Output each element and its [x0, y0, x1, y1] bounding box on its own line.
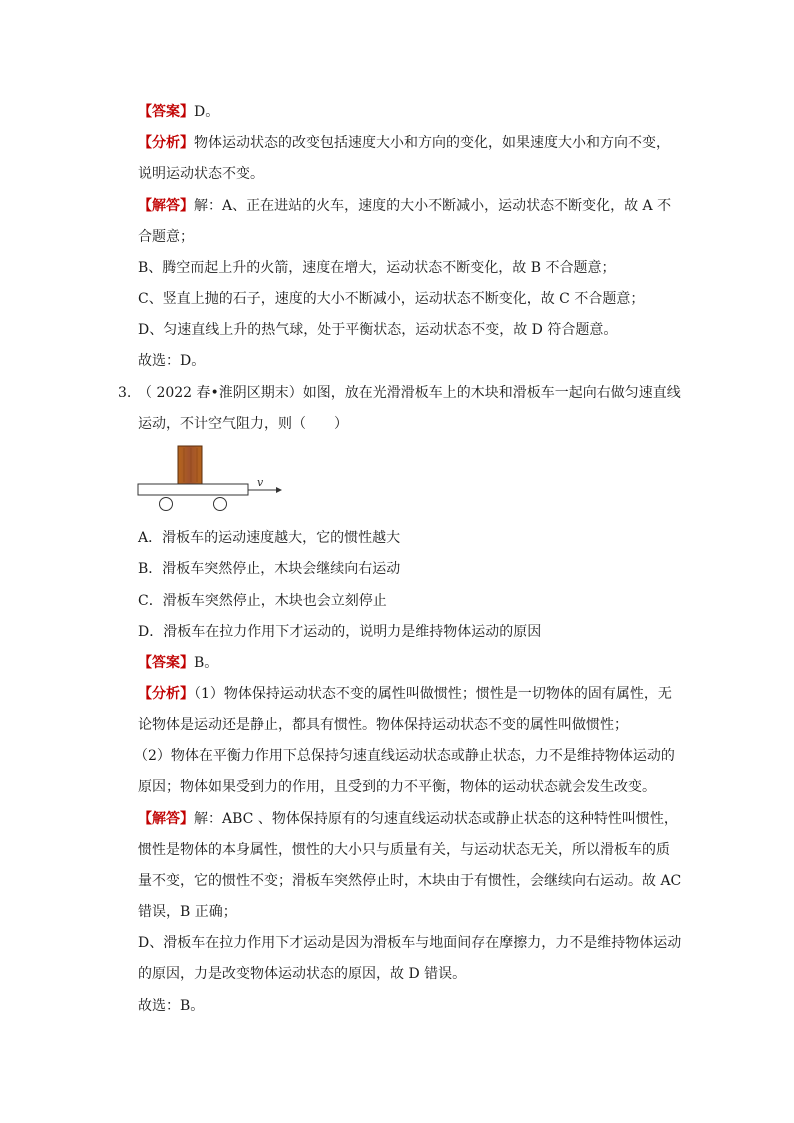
q3-solution-line-6: 的原因，力是改变物体运动状态的原因，故 D 错误。 — [138, 966, 467, 982]
wheel-right — [214, 498, 227, 511]
analysis-text: 物体运动状态的改变包括速度大小和方向的变化，如果速度大小和方向不变， — [194, 135, 670, 151]
q3-analysis-line-4: 原因；物体如果受到力的作用，且受到的力不平衡，物体的运动状态就会发生改变。 — [138, 779, 656, 795]
analysis-text: （1）物体保持运动状态不变的属性叫做惯性；惯性是一切物体的固有属性，无 — [194, 686, 672, 702]
q3-stem-line-1: （ 2022 春•淮阴区期末）如图，放在光滑滑板车上的木块和滑板车一起向右做匀速直线 — [138, 385, 681, 401]
q3-solution-line — [138, 809, 678, 829]
skateboard-figure — [136, 444, 286, 516]
option-d: D．滑板车在拉力作用下才运动的，说明力是维持物体运动的原因 — [138, 624, 542, 640]
option-a: A．滑板车的运动速度越大，它的惯性越大 — [138, 530, 401, 546]
analysis-tag: 【分析】 — [138, 135, 194, 151]
velocity-label: v — [257, 476, 264, 489]
solution-tag: 【解答】 — [138, 811, 194, 827]
q2-choice-line: 故选：D。 — [138, 353, 206, 369]
q2-answer-line — [138, 102, 219, 122]
q3-choice-line: 故选：B。 — [138, 998, 205, 1014]
wooden-block — [178, 446, 202, 484]
q3-solution-line-4: 错误，B 正确； — [138, 904, 237, 920]
q3-analysis-line — [138, 684, 672, 704]
q2-solution-line-3: B、腾空而起上升的火箭，速度在增大，运动状态不断变化，故 B 不合题意； — [138, 260, 616, 276]
q2-solution-line — [138, 196, 671, 216]
solution-tag: 【解答】 — [138, 198, 194, 214]
q2-solution-line-5: D、匀速直线上升的热气球，处于平衡状态，运动状态不变，故 D 符合题意。 — [138, 322, 618, 338]
q3-analysis-line-2: 论物体是运动还是静止，都具有惯性。物体保持运动状态不变的属性叫做惯性； — [138, 717, 628, 733]
q2-analysis-line — [138, 133, 670, 153]
q3-solution-line-3: 量不变，它的惯性不变；滑板车突然停止时，木块由于有惯性，会继续向右运动。故 AC — [138, 873, 682, 889]
q2-solution-line-4: C、竖直上抛的石子，速度的大小不断减小，运动状态不断变化，故 C 不合题意； — [138, 291, 645, 307]
q3-solution-line-2: 惯性是物体的本身属性，惯性的大小只与质量有关，与运动状态无关，所以滑板车的质 — [138, 842, 670, 858]
answer-tag: 【答案】 — [138, 655, 194, 671]
q3-solution-line-5: D、滑板车在拉力作用下才运动是因为滑板车与地面间存在摩擦力，力不是维持物体运动 — [138, 935, 682, 951]
option-c: C．滑板车突然停止，木块也会立刻停止 — [138, 593, 387, 609]
option-b: B．滑板车突然停止，木块会继续向右运动 — [138, 561, 401, 577]
solution-text: 解：ABC 、物体保持原有的匀速直线运动状态或静止状态的这种特性叫惯性， — [194, 811, 678, 827]
arrow-head-icon — [276, 487, 282, 493]
q3-stem-line-2: 运动，不计空气阻力，则（ ） — [138, 416, 348, 432]
answer-value: B。 — [194, 655, 219, 671]
q3-analysis-line-3: （2）物体在平衡力作用下总保持匀速直线运动状态或静止状态，力不是维持物体运动的 — [134, 748, 675, 764]
solution-text: 解：A、正在进站的火车，速度的大小不断减小，运动状态不断变化，故 A 不 — [194, 198, 672, 214]
answer-value: D。 — [194, 104, 220, 120]
q2-solution-line-2: 合题意； — [138, 229, 194, 245]
answer-tag: 【答案】 — [138, 104, 194, 120]
skateboard-deck — [138, 484, 248, 495]
analysis-tag: 【分析】 — [138, 686, 194, 702]
q2-analysis-line-2: 说明运动状态不变。 — [138, 166, 264, 182]
question-number: 3. — [118, 385, 132, 401]
wheel-left — [160, 498, 173, 511]
q3-answer-line — [138, 653, 218, 673]
